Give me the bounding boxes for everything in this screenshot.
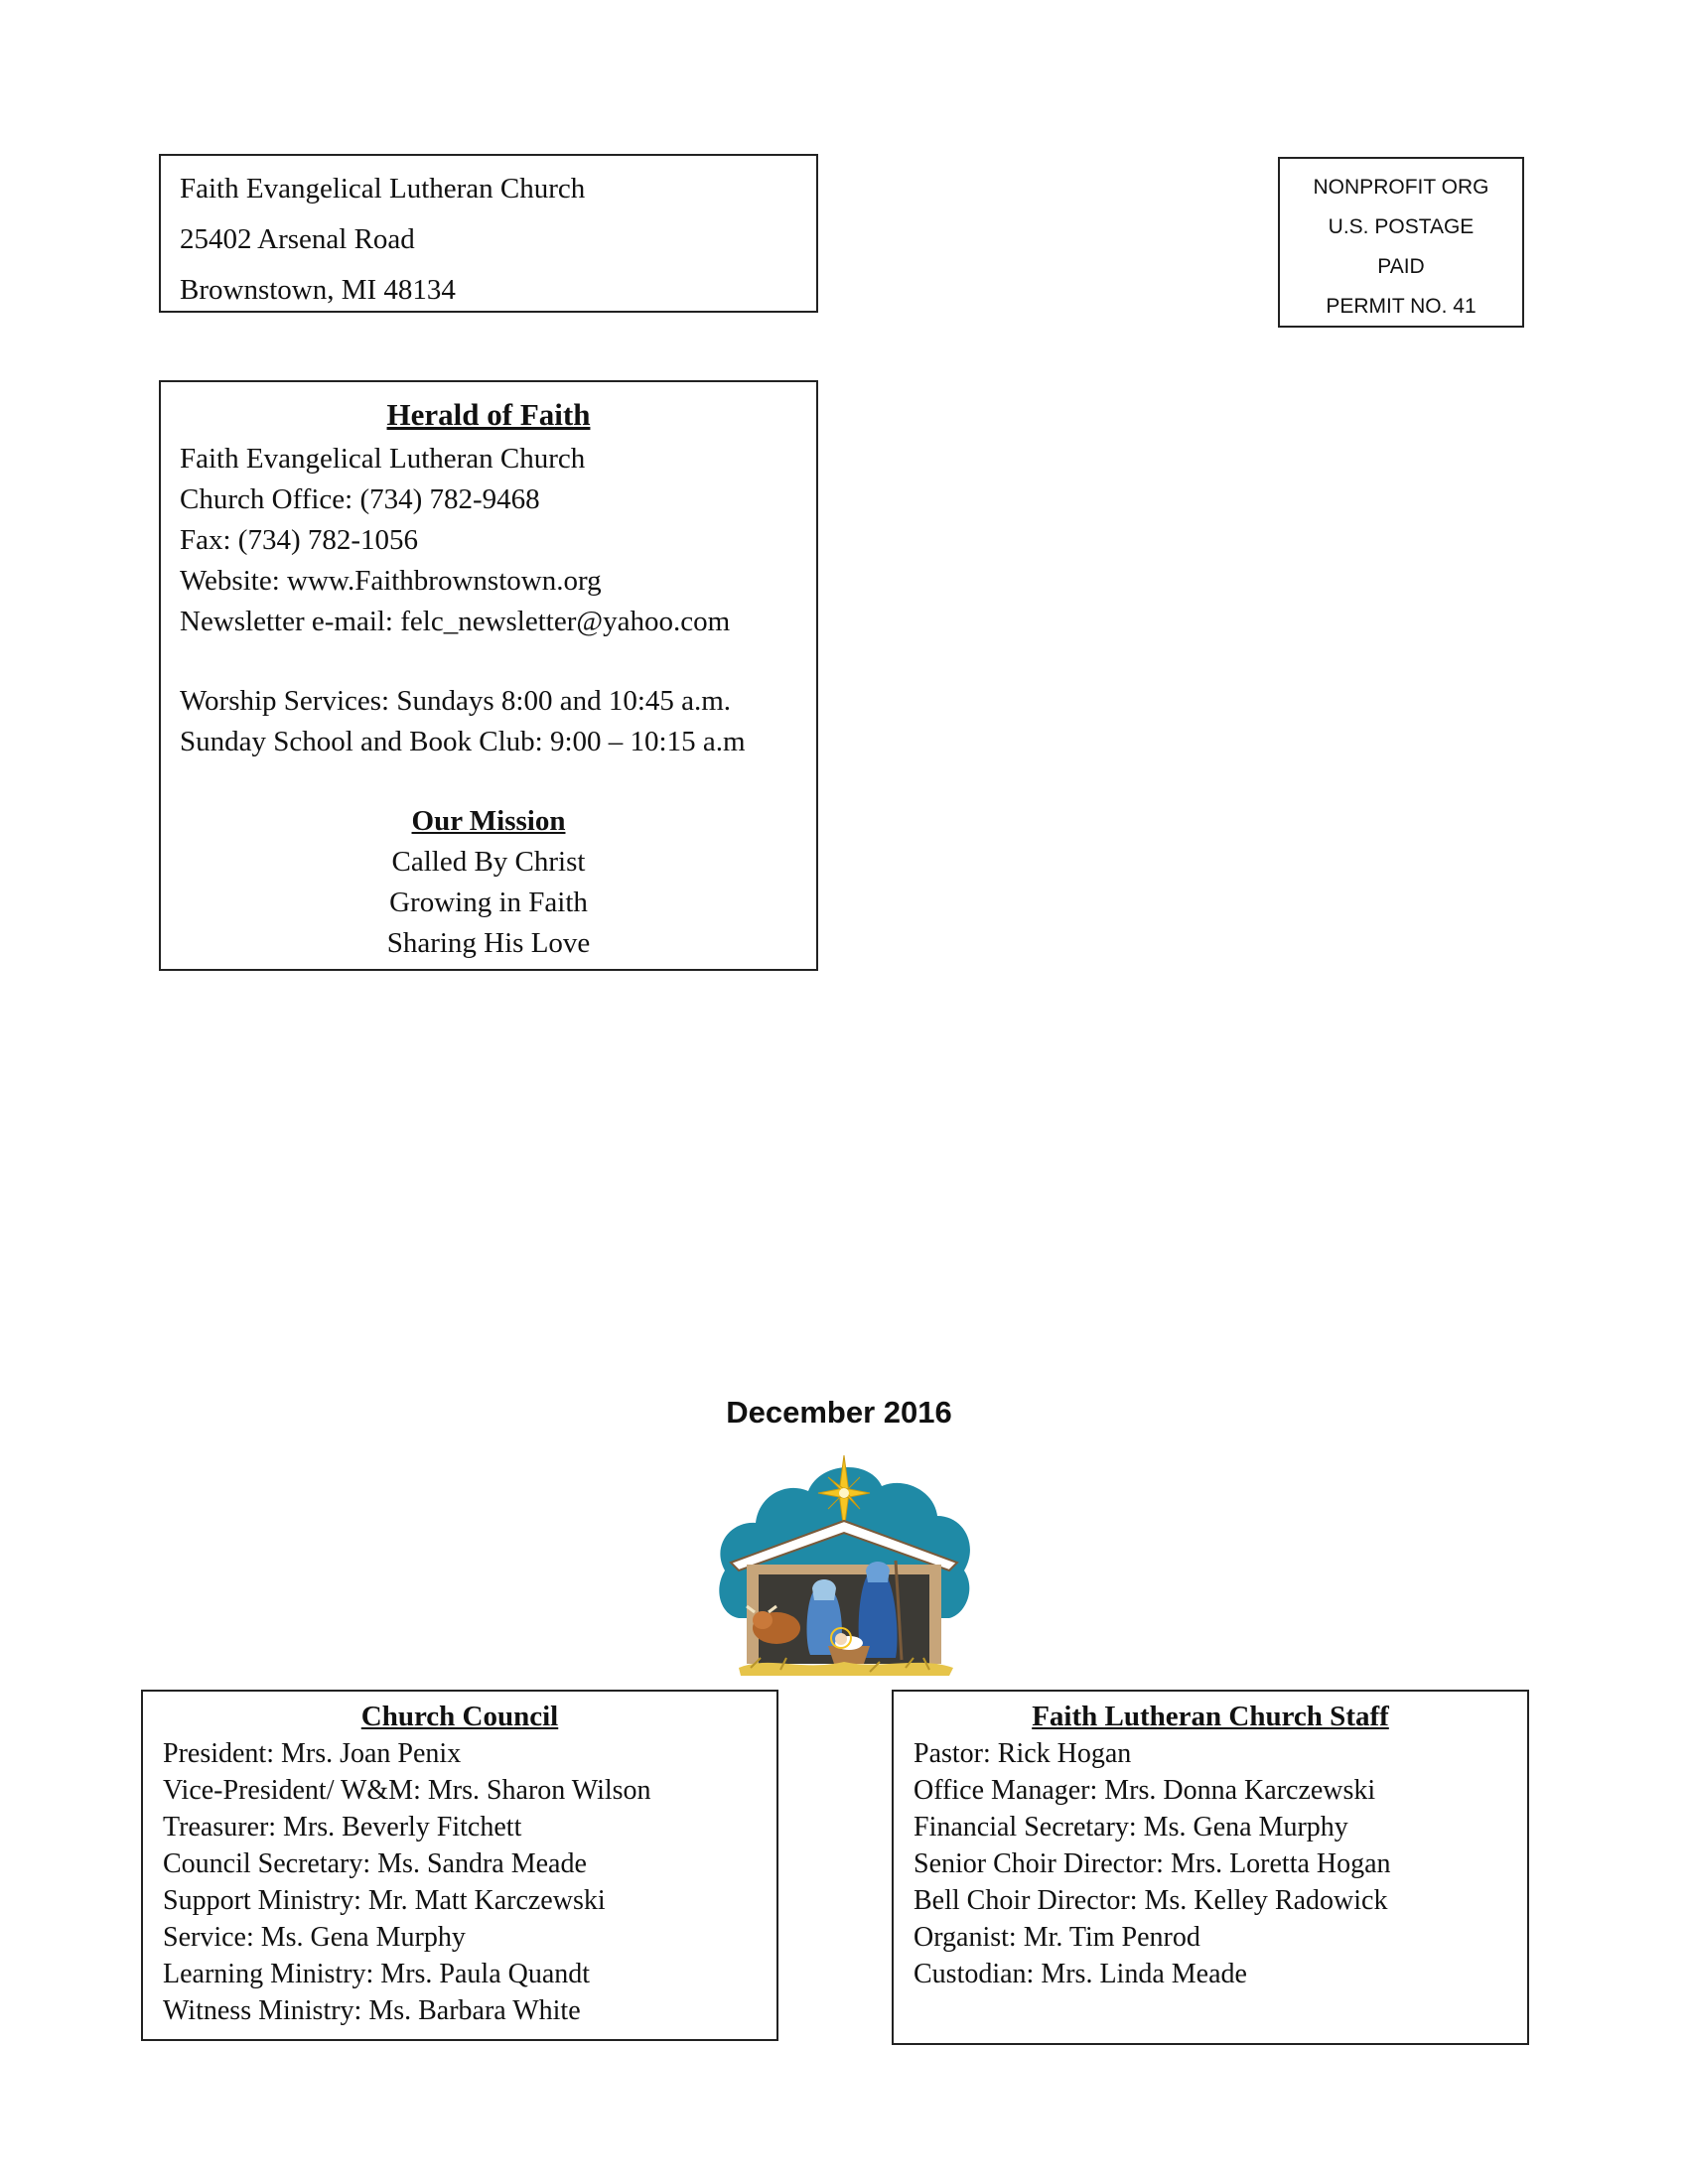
staff-member: Senior Choir Director: Mrs. Loretta Hogan bbox=[914, 1848, 1391, 1879]
return-address-line: Faith Evangelical Lutheran Church bbox=[180, 173, 586, 205]
worship-services: Worship Services: Sundays 8:00 and 10:45 a.m. bbox=[180, 685, 732, 717]
church-name: Faith Evangelical Lutheran Church bbox=[180, 443, 586, 475]
council-member: Service: Ms. Gena Murphy bbox=[163, 1922, 466, 1953]
council-member: Support Ministry: Mr. Matt Karczewski bbox=[163, 1885, 606, 1916]
council-member: Treasurer: Mrs. Beverly Fitchett bbox=[163, 1812, 522, 1843]
return-address-line: 25402 Arsenal Road bbox=[180, 223, 415, 255]
website: Website: www.Faithbrownstown.org bbox=[180, 565, 602, 597]
church-office-phone: Church Office: (734) 782-9468 bbox=[180, 483, 540, 515]
church-council-title: Church Council bbox=[360, 1701, 559, 1732]
staff-member: Custodian: Mrs. Linda Meade bbox=[914, 1959, 1247, 1989]
staff-member: Financial Secretary: Ms. Gena Murphy bbox=[914, 1812, 1348, 1843]
mission-line: Growing in Faith bbox=[389, 887, 588, 918]
masthead-box bbox=[159, 380, 818, 971]
postage-indicia bbox=[1278, 157, 1524, 328]
mission-title: Our Mission bbox=[411, 805, 566, 837]
fax-number: Fax: (734) 782-1056 bbox=[180, 524, 419, 556]
return-address-line: Brownstown, MI 48134 bbox=[180, 274, 456, 306]
postage-line: U.S. POSTAGE bbox=[1328, 215, 1475, 238]
mission-line: Sharing His Love bbox=[386, 927, 591, 959]
newsletter-title: Herald of Faith bbox=[386, 397, 591, 432]
newsletter-email: Newsletter e-mail: felc_newsletter@yahoo.com bbox=[180, 606, 731, 637]
council-member: Council Secretary: Ms. Sandra Meade bbox=[163, 1848, 587, 1879]
church-staff-box bbox=[892, 1690, 1529, 2045]
church-council-box bbox=[141, 1690, 778, 2041]
council-member: President: Mrs. Joan Penix bbox=[163, 1738, 462, 1769]
return-address-box bbox=[159, 154, 818, 313]
postage-line: NONPROFIT ORG bbox=[1313, 176, 1489, 199]
nativity-scene-icon bbox=[711, 1451, 977, 1686]
staff-member: Bell Choir Director: Ms. Kelley Radowick bbox=[914, 1885, 1388, 1916]
postage-line: PAID bbox=[1377, 255, 1425, 278]
mission-line: Called By Christ bbox=[391, 846, 586, 878]
council-member: Vice-President/ W&M: Mrs. Sharon Wilson bbox=[163, 1775, 651, 1806]
issue-date: December 2016 bbox=[726, 1395, 952, 1430]
church-staff-title: Faith Lutheran Church Staff bbox=[1032, 1701, 1389, 1732]
staff-member: Pastor: Rick Hogan bbox=[914, 1738, 1132, 1769]
council-member: Learning Ministry: Mrs. Paula Quandt bbox=[163, 1959, 591, 1989]
staff-member: Organist: Mr. Tim Penrod bbox=[914, 1922, 1200, 1953]
sunday-school: Sunday School and Book Club: 9:00 – 10:15 a.m bbox=[180, 726, 746, 757]
postage-line: PERMIT NO. 41 bbox=[1326, 295, 1477, 318]
council-member: Witness Ministry: Ms. Barbara White bbox=[163, 1995, 581, 2026]
staff-member: Office Manager: Mrs. Donna Karczewski bbox=[914, 1775, 1376, 1806]
